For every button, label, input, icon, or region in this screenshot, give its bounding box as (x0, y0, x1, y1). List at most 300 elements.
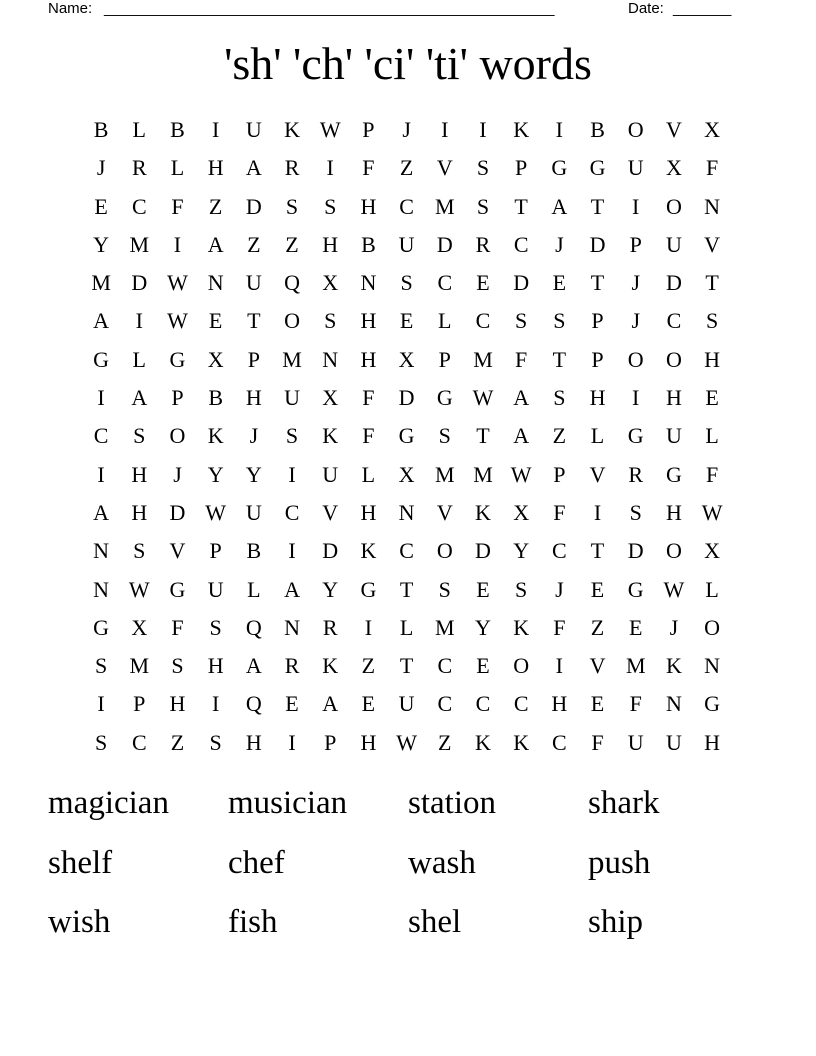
grid-letter: S (476, 155, 490, 181)
grid-letter: L (399, 614, 414, 640)
grid-letter: C (513, 231, 529, 257)
grid-letter: W (167, 308, 188, 334)
grid-letter: Z (361, 653, 376, 679)
grid-letter: D (627, 538, 644, 564)
grid-letter: W (701, 499, 723, 525)
grid-letter: J (555, 231, 564, 257)
grid-letter: D (589, 231, 606, 257)
grid-letter: K (207, 423, 224, 449)
date-field-line: _______ (673, 0, 732, 17)
grid-letter: N (704, 653, 721, 679)
grid-letter: J (631, 270, 640, 296)
grid-letter: O (627, 117, 644, 142)
grid-letter: O (436, 538, 453, 564)
grid-letter: B (246, 538, 262, 564)
word-list-item: wish (48, 904, 111, 940)
grid-letter: P (438, 346, 451, 372)
word-list-item: magician (48, 785, 169, 821)
grid-letter: Z (208, 193, 223, 219)
grid-letter: X (513, 499, 530, 525)
grid-letter: Q (245, 691, 262, 717)
grid-letter: G (169, 346, 186, 372)
grid-letter: W (205, 499, 227, 525)
word-list-item: shark (588, 785, 660, 821)
grid-letter: V (589, 461, 606, 487)
word-list-item: ship (588, 904, 644, 940)
grid-letter: M (91, 270, 111, 296)
grid-letter: A (207, 231, 224, 257)
grid-letter: E (208, 308, 223, 334)
grid-letter: N (360, 270, 377, 296)
grid-letter: Z (438, 729, 452, 755)
grid-letter: P (591, 308, 604, 334)
grid-letter: E (399, 308, 414, 334)
word-search-grid (82, 111, 731, 762)
word-list-item: shelf (48, 844, 113, 881)
grid-letter: N (93, 576, 110, 602)
grid-letter: G (589, 155, 606, 181)
word-list-item: fish (228, 904, 278, 940)
grid-letter: F (362, 423, 375, 449)
grid-letter: H (704, 346, 721, 372)
grid-letter: H (169, 691, 186, 717)
grid-letter: S (553, 385, 566, 411)
grid-letter: U (245, 117, 262, 142)
grid-letter: O (284, 308, 300, 334)
grid-letter: M (129, 231, 150, 257)
grid-letter: X (704, 538, 721, 564)
grid-letter: S (209, 614, 222, 640)
page-title: 'sh' 'ch' 'ci' 'ti' words (224, 38, 592, 89)
grid-letter: G (398, 423, 415, 449)
grid-letter: U (245, 270, 262, 296)
grid-letter: J (555, 576, 564, 602)
grid-letter: W (510, 461, 532, 487)
grid-letter: H (360, 346, 377, 372)
grid-letter: M (625, 653, 646, 679)
grid-letter: F (515, 346, 528, 372)
grid-letter: K (665, 653, 682, 679)
grid-letter: U (398, 231, 415, 257)
grid-letter: J (631, 308, 640, 334)
grid-letter: B (170, 117, 185, 142)
grid-letter: C (284, 499, 300, 525)
grid-letter: B (208, 385, 223, 411)
word-list-item: musician (228, 785, 348, 821)
grid-letter: C (666, 308, 682, 334)
grid-letter: N (322, 346, 339, 372)
grid-letter: D (322, 538, 339, 564)
grid-letter: S (133, 538, 146, 564)
grid-letter: C (437, 653, 453, 679)
grid-letter: O (665, 346, 682, 372)
grid-letter: K (322, 423, 339, 449)
grid-letter: K (360, 538, 377, 564)
grid-letter: M (129, 653, 150, 679)
grid-letter: M (473, 461, 493, 487)
grid-letter: S (515, 576, 528, 602)
grid-letter: L (705, 423, 719, 449)
grid-letter: O (704, 614, 721, 640)
grid-letter: I (593, 499, 602, 525)
grid-letter: R (284, 653, 300, 679)
grid-letter: S (705, 308, 719, 334)
grid-letter: A (284, 576, 300, 602)
grid-letter: A (93, 499, 110, 525)
grid-letter: L (361, 461, 376, 487)
grid-letter: I (555, 653, 563, 679)
grid-letter: E (590, 691, 605, 717)
grid-letter: V (322, 499, 339, 525)
grid-letter: F (171, 193, 184, 219)
grid-letter: D (131, 270, 148, 296)
grid-letter: F (629, 691, 642, 717)
grid-letter: K (322, 653, 339, 679)
grid-letter: I (135, 308, 143, 334)
grid-letter: J (249, 423, 259, 449)
grid-letter: O (513, 653, 530, 679)
grid-letter: D (245, 193, 262, 219)
grid-letter: K (475, 499, 491, 525)
grid-letter: C (552, 729, 567, 755)
grid-letter: S (476, 193, 490, 219)
grid-letter: S (324, 193, 337, 219)
grid-letter: P (209, 538, 222, 564)
grid-letter: K (513, 614, 530, 640)
grid-letter: L (170, 155, 185, 181)
grid-letter: S (209, 729, 222, 755)
word-list-item: wash (408, 844, 476, 881)
word-list-item: shel (408, 904, 462, 940)
grid-letter: Z (552, 423, 567, 449)
grid-letter: C (552, 538, 567, 564)
grid-letter: X (665, 155, 682, 181)
name-field-line: ______________________________________________________ (104, 0, 555, 17)
grid-letter: F (553, 499, 566, 525)
grid-letter: R (284, 155, 300, 181)
grid-letter: B (361, 231, 376, 257)
grid-letter: E (705, 385, 719, 411)
grid-letter: J (402, 117, 411, 142)
grid-letter: O (169, 423, 186, 449)
grid-letter: I (632, 385, 640, 411)
grid-letter: T (399, 653, 414, 679)
grid-letter: S (94, 653, 108, 679)
grid-letter: D (513, 270, 530, 296)
grid-letter: F (705, 461, 719, 487)
grid-letter: F (362, 385, 375, 411)
grid-letter: W (472, 385, 494, 411)
grid-letter: S (438, 423, 451, 449)
grid-letter: I (211, 117, 220, 142)
grid-letter: A (513, 423, 530, 449)
grid-letter: C (93, 423, 109, 449)
grid-letter: N (704, 193, 721, 219)
grid-letter: P (629, 231, 642, 257)
grid-letter: G (665, 461, 682, 487)
grid-letter: I (288, 538, 296, 564)
grid-letter: I (479, 117, 487, 142)
grid-letter: L (247, 576, 261, 602)
grid-letter: F (591, 729, 604, 755)
grid-letter: H (207, 653, 224, 679)
grid-letter: C (131, 193, 147, 219)
grid-letter: H (131, 461, 148, 487)
grid-letter: K (513, 729, 530, 755)
grid-letter: A (131, 385, 148, 411)
grid-letter: N (93, 538, 110, 564)
grid-letter: U (207, 576, 224, 602)
grid-letter: H (207, 155, 224, 181)
grid-letter: Y (207, 461, 224, 487)
grid-letter: D (436, 231, 453, 257)
grid-letter: H (665, 499, 682, 525)
grid-letter: D (665, 270, 682, 296)
grid-letter: M (435, 614, 455, 640)
grid-letter: L (132, 346, 146, 372)
grid-letter: G (360, 576, 377, 602)
grid-letter: F (553, 614, 566, 640)
grid-letter: I (97, 385, 105, 411)
grid-letter: C (513, 691, 529, 717)
grid-letter: F (705, 155, 719, 181)
grid-letter: L (590, 423, 605, 449)
grid-letter: V (436, 499, 453, 525)
grid-letter: A (93, 308, 110, 334)
grid-letter: M (473, 346, 493, 372)
grid-letter: T (552, 346, 567, 372)
grid-letter: P (515, 155, 528, 181)
grid-letter: N (398, 499, 415, 525)
grid-letter: K (284, 117, 300, 142)
grid-letter: B (590, 117, 605, 142)
grid-letter: O (665, 193, 682, 219)
grid-letter: K (475, 729, 491, 755)
grid-letter: S (171, 653, 184, 679)
grid-letter: I (173, 231, 182, 257)
grid-letter: T (399, 576, 414, 602)
grid-letter: H (360, 193, 377, 219)
grid-letter: X (131, 614, 148, 640)
grid-letter: V (436, 155, 453, 181)
grid-letter: W (396, 729, 417, 755)
grid-letter: Y (513, 538, 530, 564)
grid-letter: G (627, 576, 644, 602)
grid-letter: F (171, 614, 184, 640)
grid-letter: V (704, 231, 721, 257)
grid-letter: G (169, 576, 186, 602)
grid-letter: L (132, 117, 146, 142)
grid-letter: I (364, 614, 373, 640)
grid-letter: G (551, 155, 568, 181)
grid-letter: Z (285, 231, 299, 257)
grid-letter: G (627, 423, 644, 449)
grid-letter: P (591, 346, 604, 372)
grid-letter: X (207, 346, 224, 372)
grid-letter: T (590, 270, 605, 296)
grid-letter: P (247, 346, 260, 372)
grid-letter: U (665, 231, 682, 257)
grid-letter: E (476, 653, 490, 679)
grid-letter: Z (590, 614, 605, 640)
grid-letter: E (590, 576, 605, 602)
grid-letter: H (589, 385, 606, 411)
grid-letter: S (629, 499, 642, 525)
grid-letter: F (362, 155, 375, 181)
grid-letter: Z (170, 729, 185, 755)
grid-letter: A (551, 193, 568, 219)
grid-letter: E (628, 614, 643, 640)
grid-letter: G (93, 346, 110, 372)
grid-letter: A (513, 385, 530, 411)
grid-letter: H (322, 231, 339, 257)
grid-letter: C (475, 308, 491, 334)
grid-letter: I (441, 117, 449, 142)
grid-letter: U (398, 691, 415, 717)
grid-letter: M (435, 461, 455, 487)
grid-letter: J (173, 461, 182, 487)
grid-letter: W (319, 117, 341, 142)
grid-letter: E (476, 270, 490, 296)
grid-letter: T (476, 423, 490, 449)
grid-letter: Y (245, 461, 262, 487)
grid-letter: Q (284, 270, 300, 296)
grid-letter: X (322, 385, 339, 411)
grid-letter: V (589, 653, 606, 679)
grid-letter: S (553, 308, 566, 334)
grid-letter: I (555, 117, 563, 142)
grid-letter: O (627, 346, 644, 372)
grid-letter: E (552, 270, 567, 296)
grid-letter: C (475, 691, 491, 717)
grid-letter: I (211, 691, 220, 717)
grid-letter: A (245, 155, 262, 181)
grid-letter: S (285, 193, 299, 219)
grid-letter: E (94, 193, 108, 219)
grid-letter: B (93, 117, 109, 142)
grid-letter: D (475, 538, 491, 564)
grid-letter: C (131, 729, 147, 755)
grid-letter: E (476, 576, 490, 602)
grid-letter: P (553, 461, 566, 487)
grid-letter: H (360, 308, 377, 334)
grid-letter: P (171, 385, 184, 411)
grid-letter: N (284, 614, 300, 640)
grid-letter: R (322, 614, 338, 640)
grid-letter: A (322, 691, 339, 717)
grid-letter: S (133, 423, 146, 449)
grid-letter: I (288, 729, 296, 755)
grid-letter: S (324, 308, 337, 334)
grid-letter: H (245, 385, 262, 411)
grid-letter: N (665, 691, 682, 717)
grid-letter: U (627, 729, 644, 755)
grid-letter: T (590, 193, 605, 219)
grid-letter: U (284, 385, 300, 411)
grid-letter: Z (247, 231, 261, 257)
grid-letter: Z (399, 155, 414, 181)
grid-letter: C (399, 538, 414, 564)
grid-letter: Q (245, 614, 262, 640)
grid-letter: V (169, 538, 186, 564)
grid-letter: T (514, 193, 528, 219)
grid-letter: V (665, 117, 682, 142)
grid-letter: X (704, 117, 721, 142)
date-label: Date: (628, 0, 664, 17)
grid-letter: R (475, 231, 491, 257)
grid-letter: K (513, 117, 530, 142)
grid-letter: E (361, 691, 376, 717)
grid-letter: X (398, 346, 415, 372)
grid-letter: P (324, 729, 337, 755)
grid-letter: U (665, 729, 682, 755)
grid-letter: G (93, 614, 110, 640)
word-list (48, 774, 768, 953)
grid-letter: S (285, 423, 299, 449)
grid-letter: H (704, 729, 721, 755)
grid-letter: Y (475, 614, 491, 640)
grid-letter: I (288, 461, 296, 487)
grid-letter: O (665, 538, 682, 564)
grid-letter: G (436, 385, 453, 411)
grid-letter: H (245, 729, 262, 755)
grid-letter: C (437, 691, 453, 717)
grid-letter: U (245, 499, 262, 525)
grid-letter: S (515, 308, 528, 334)
grid-letter: J (96, 155, 106, 181)
name-label: Name: (48, 0, 93, 17)
grid-letter: H (360, 499, 377, 525)
grid-letter: L (438, 308, 452, 334)
grid-letter: W (128, 576, 150, 602)
grid-letter: C (399, 193, 414, 219)
word-list-item: push (588, 844, 651, 881)
grid-letter: P (133, 691, 146, 717)
grid-letter: U (627, 155, 644, 181)
grid-letter: R (131, 155, 147, 181)
grid-letter: I (97, 691, 105, 717)
word-list-item: station (408, 785, 496, 821)
grid-letter: X (322, 270, 339, 296)
grid-letter: S (438, 576, 451, 602)
grid-letter: W (663, 576, 685, 602)
grid-letter: P (362, 117, 375, 142)
grid-letter: Y (93, 231, 110, 257)
grid-letter: M (435, 193, 455, 219)
grid-letter: T (247, 308, 261, 334)
grid-letter: U (322, 461, 339, 487)
worksheet-header (48, 0, 748, 20)
grid-letter: D (169, 499, 186, 525)
grid-letter: T (590, 538, 605, 564)
grid-letter: D (398, 385, 415, 411)
grid-letter: I (97, 461, 105, 487)
grid-letter: T (705, 270, 719, 296)
grid-letter: N (207, 270, 224, 296)
grid-letter: S (400, 270, 413, 296)
grid-letter: M (282, 346, 302, 372)
grid-letter: H (131, 499, 148, 525)
grid-letter: J (669, 614, 679, 640)
grid-letter: X (398, 461, 415, 487)
grid-letter: H (665, 385, 682, 411)
grid-letter: H (551, 691, 568, 717)
grid-letter: G (704, 691, 721, 717)
grid-letter: U (665, 423, 682, 449)
grid-letter: I (326, 155, 334, 181)
grid-letter: C (437, 270, 453, 296)
grid-letter: I (632, 193, 640, 219)
